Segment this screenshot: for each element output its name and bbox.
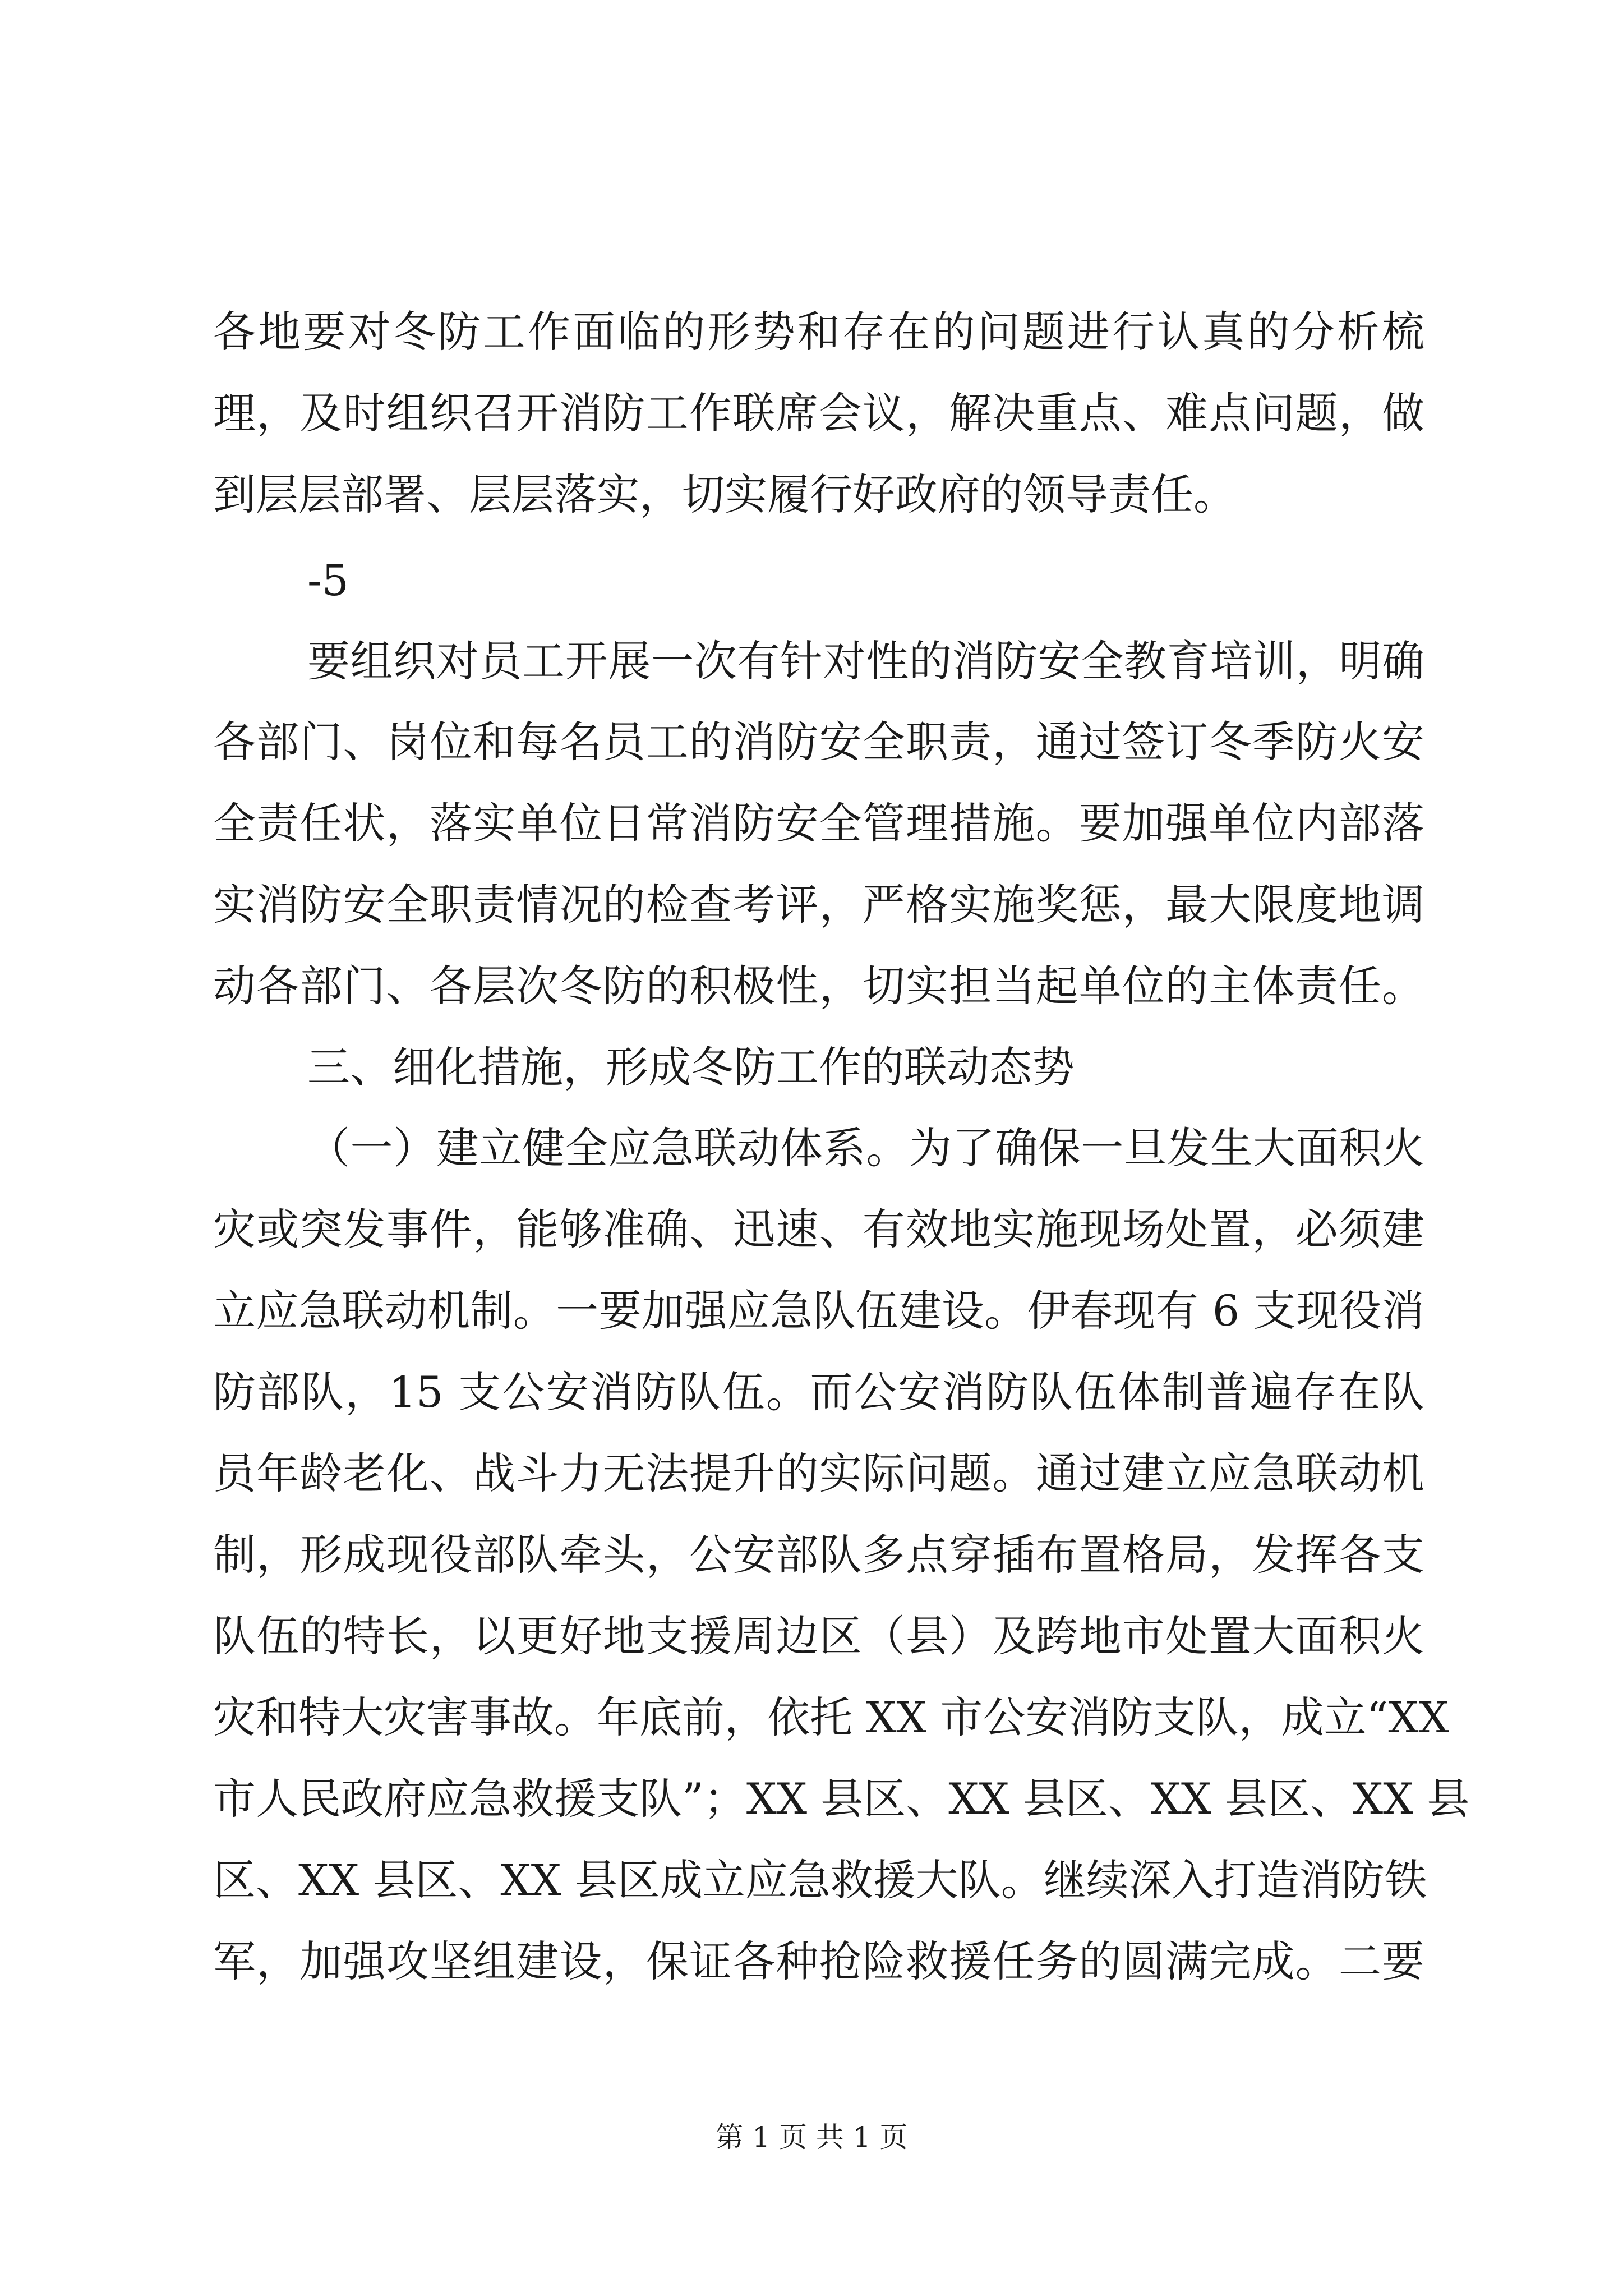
text-line: （一）建立健全应急联动体系。为了确保一旦发生大面积火 (307, 1123, 1424, 1173)
text-line: 各地要对冬防工作面临的形势和存在的问题进行认真的分析梳 (213, 307, 1424, 357)
text-line: 灾和特大灾害事故。年底前，依托 XX 市公安消防支队，成立“XX (213, 1692, 1449, 1742)
text-line: 要组织对员工开展一次有针对性的消防安全教育培训，明确 (307, 636, 1424, 686)
text-line: 理，及时组织召开消防工作联席会议，解决重点、难点问题，做 (213, 388, 1424, 438)
text-line: 各部门、岗位和每名员工的消防安全职责，通过签订冬季防火安 (213, 717, 1424, 767)
text-line: 灾或突发事件，能够准确、迅速、有效地实施现场处置，必须建 (213, 1204, 1424, 1254)
page-footer: 第 1 页 共 1 页 (715, 2121, 908, 2154)
text-line: 军，加强攻坚组建设，保证各种抢险救援任务的圆满完成。二要 (213, 1936, 1424, 1986)
text-line: 到层层部署、层层落实，切实履行好政府的领导责任。 (213, 470, 1236, 519)
text-line: 全责任状，落实单位日常消防安全管理措施。要加强单位内部落 (213, 798, 1424, 848)
section-heading: 三、细化措施，形成冬防工作的联动态势 (307, 1042, 1075, 1092)
text-line: 动各部门、各层次冬防的积极性，切实担当起单位的主体责任。 (213, 961, 1424, 1011)
text-line: 立应急联动机制。一要加强应急队伍建设。伊春现有 6 支现役消 (213, 1286, 1424, 1336)
text-line: 员年龄老化、战斗力无法提升的实际问题。通过建立应急联动机 (213, 1448, 1424, 1498)
text-line: 队伍的特长，以更好地支援周边区（县）及跨地市处置大面积火 (213, 1611, 1424, 1661)
text-line: 区、XX 县区、XX 县区成立应急救援大队。继续深入打造消防铁 (213, 1855, 1427, 1905)
text-line: 市人民政府应急救援支队”；XX 县区、XX 县区、XX 县区、XX 县 (213, 1774, 1470, 1824)
text-line: 防部队，15 支公安消防队伍。而公安消防队伍体制普遍存在队 (213, 1367, 1424, 1417)
text-line: 制，形成现役部队牵头，公安部队多点穿插布置格局，发挥各支 (213, 1530, 1424, 1580)
text-line: 实消防安全职责情况的检查考评，严格实施奖惩，最大限度地调 (213, 880, 1424, 930)
text-line: -5 (307, 555, 349, 605)
